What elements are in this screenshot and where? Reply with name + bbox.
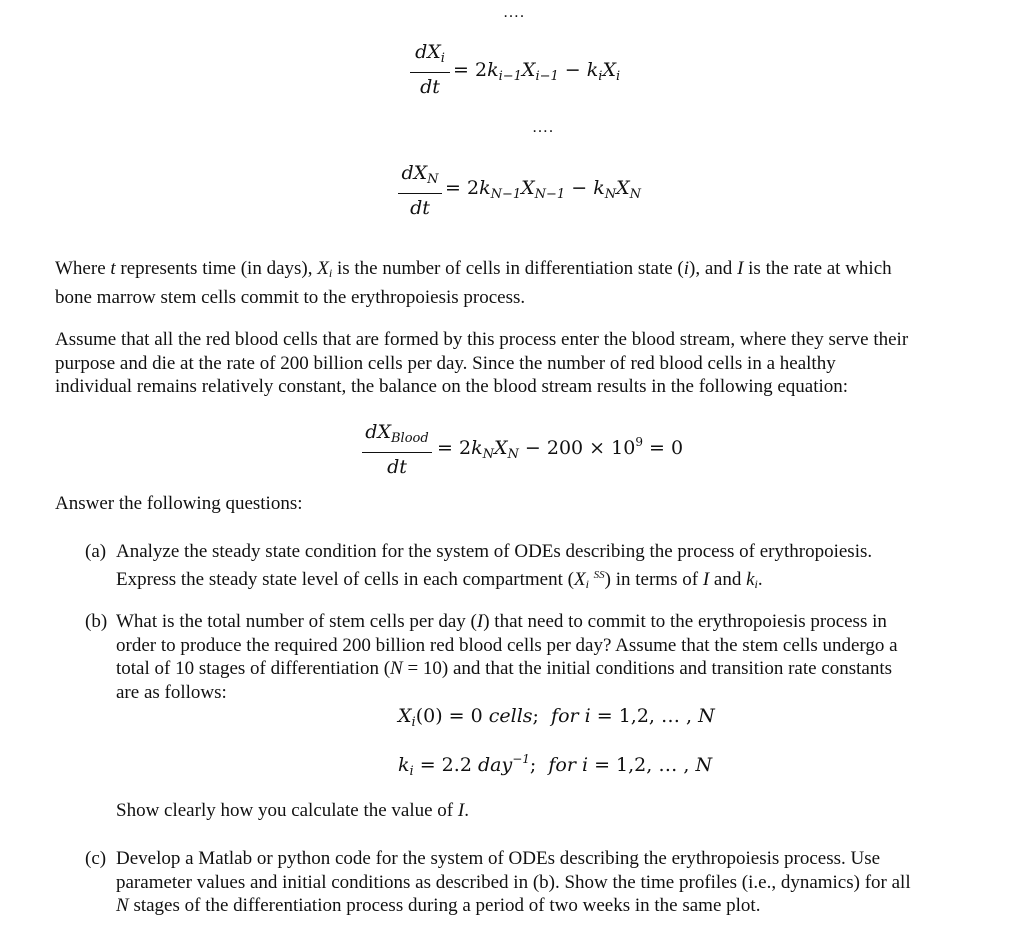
paragraph-definitions-line1: Where t represents time (in days), $X_i$ is the number of cells in differentiation state (i), and I is the rate at which: [55, 258, 892, 280]
question-b-line4: are as follows:: [116, 681, 227, 703]
condition-initial: $X_i(0) = 0$ cells; for i = 1,2, … , N: [398, 705, 715, 730]
ellipsis-top: ….: [503, 4, 525, 21]
eq1-rhs: = $2k_{i-1}X_{i-1} - k_iX_i$: [453, 59, 621, 84]
question-c-line1: Develop a Matlab or python code for the system of ODEs describing the erythropoiesis process. Use: [116, 848, 881, 869]
question-b-label: (b): [85, 611, 108, 632]
eq1-numerator: $dX_i$: [415, 41, 445, 66]
eq2-rhs: = $2k_{N-1}X_{N-1} - k_NX_N$: [445, 177, 641, 202]
condition-rate: $k_i = 2.2$ day$^{-1}$; for i = 1,2, … , N: [398, 752, 713, 779]
ellipsis-middle: ….: [532, 119, 554, 136]
eq1-denominator: dt: [420, 76, 440, 98]
paragraph-assumption: [55, 328, 908, 399]
question-a-line1: Analyze the steady state condition for the system of ODEs describing the process of erythropoiesis.: [116, 541, 873, 562]
paragraph-assumption-line3: individual remains relatively constant, the balance on the blood stream results in the following equation:: [55, 376, 849, 397]
question-a-label: (a): [85, 541, 107, 562]
question-c-line2: parameter values and initial conditions as described in (b). Show the time profiles (i.e., dynamics) for all: [116, 871, 911, 893]
paragraph-definitions-line2: bone marrow stem cells commit to the erythropoiesis process.: [55, 286, 526, 308]
question-b-line1: What is the total number of stem cells per day (I) that need to commit to the erythropoiesis process in: [116, 611, 887, 632]
question-b-closing: Show clearly how you calculate the value of I.: [116, 800, 469, 821]
eq3-numerator: $dX_{Blood}$: [365, 421, 429, 446]
question-b-line2: order to produce the required 200 billion red blood cells per day? Assume that the stem cells undergo a: [116, 634, 898, 656]
eq3-rhs: = $2k_NX_N - 200 \times 10^9 = 0$: [437, 435, 684, 462]
paragraph-assumption-line1: Assume that all the red blood cells that are formed by this process enter the blood stream, where they serve their: [55, 329, 909, 350]
question-b-line3: total of 10 stages of differentiation (N = 10) and that the initial conditions and transition rate constants: [116, 658, 893, 679]
question-a-line2: Express the steady state level of cells in each compartment ($X_i$ $^{SS}$) in terms of I and $k_i$.: [116, 568, 763, 591]
eq3-denominator: dt: [387, 456, 407, 478]
question-c-line3: N stages of the differentiation process during a period of two weeks in the same plot.: [116, 895, 761, 916]
eq2-denominator: dt: [410, 197, 430, 219]
answer-heading: Answer the following questions:: [55, 493, 303, 514]
paragraph-assumption-line2: purpose and die at the rate of 200 billion cells per day. Since the number of red blood cells in a healthy: [55, 352, 836, 374]
eq2-numerator: $dX_N$: [401, 162, 439, 187]
paragraph-definitions: [55, 257, 892, 309]
question-c-label: (c): [85, 848, 107, 869]
